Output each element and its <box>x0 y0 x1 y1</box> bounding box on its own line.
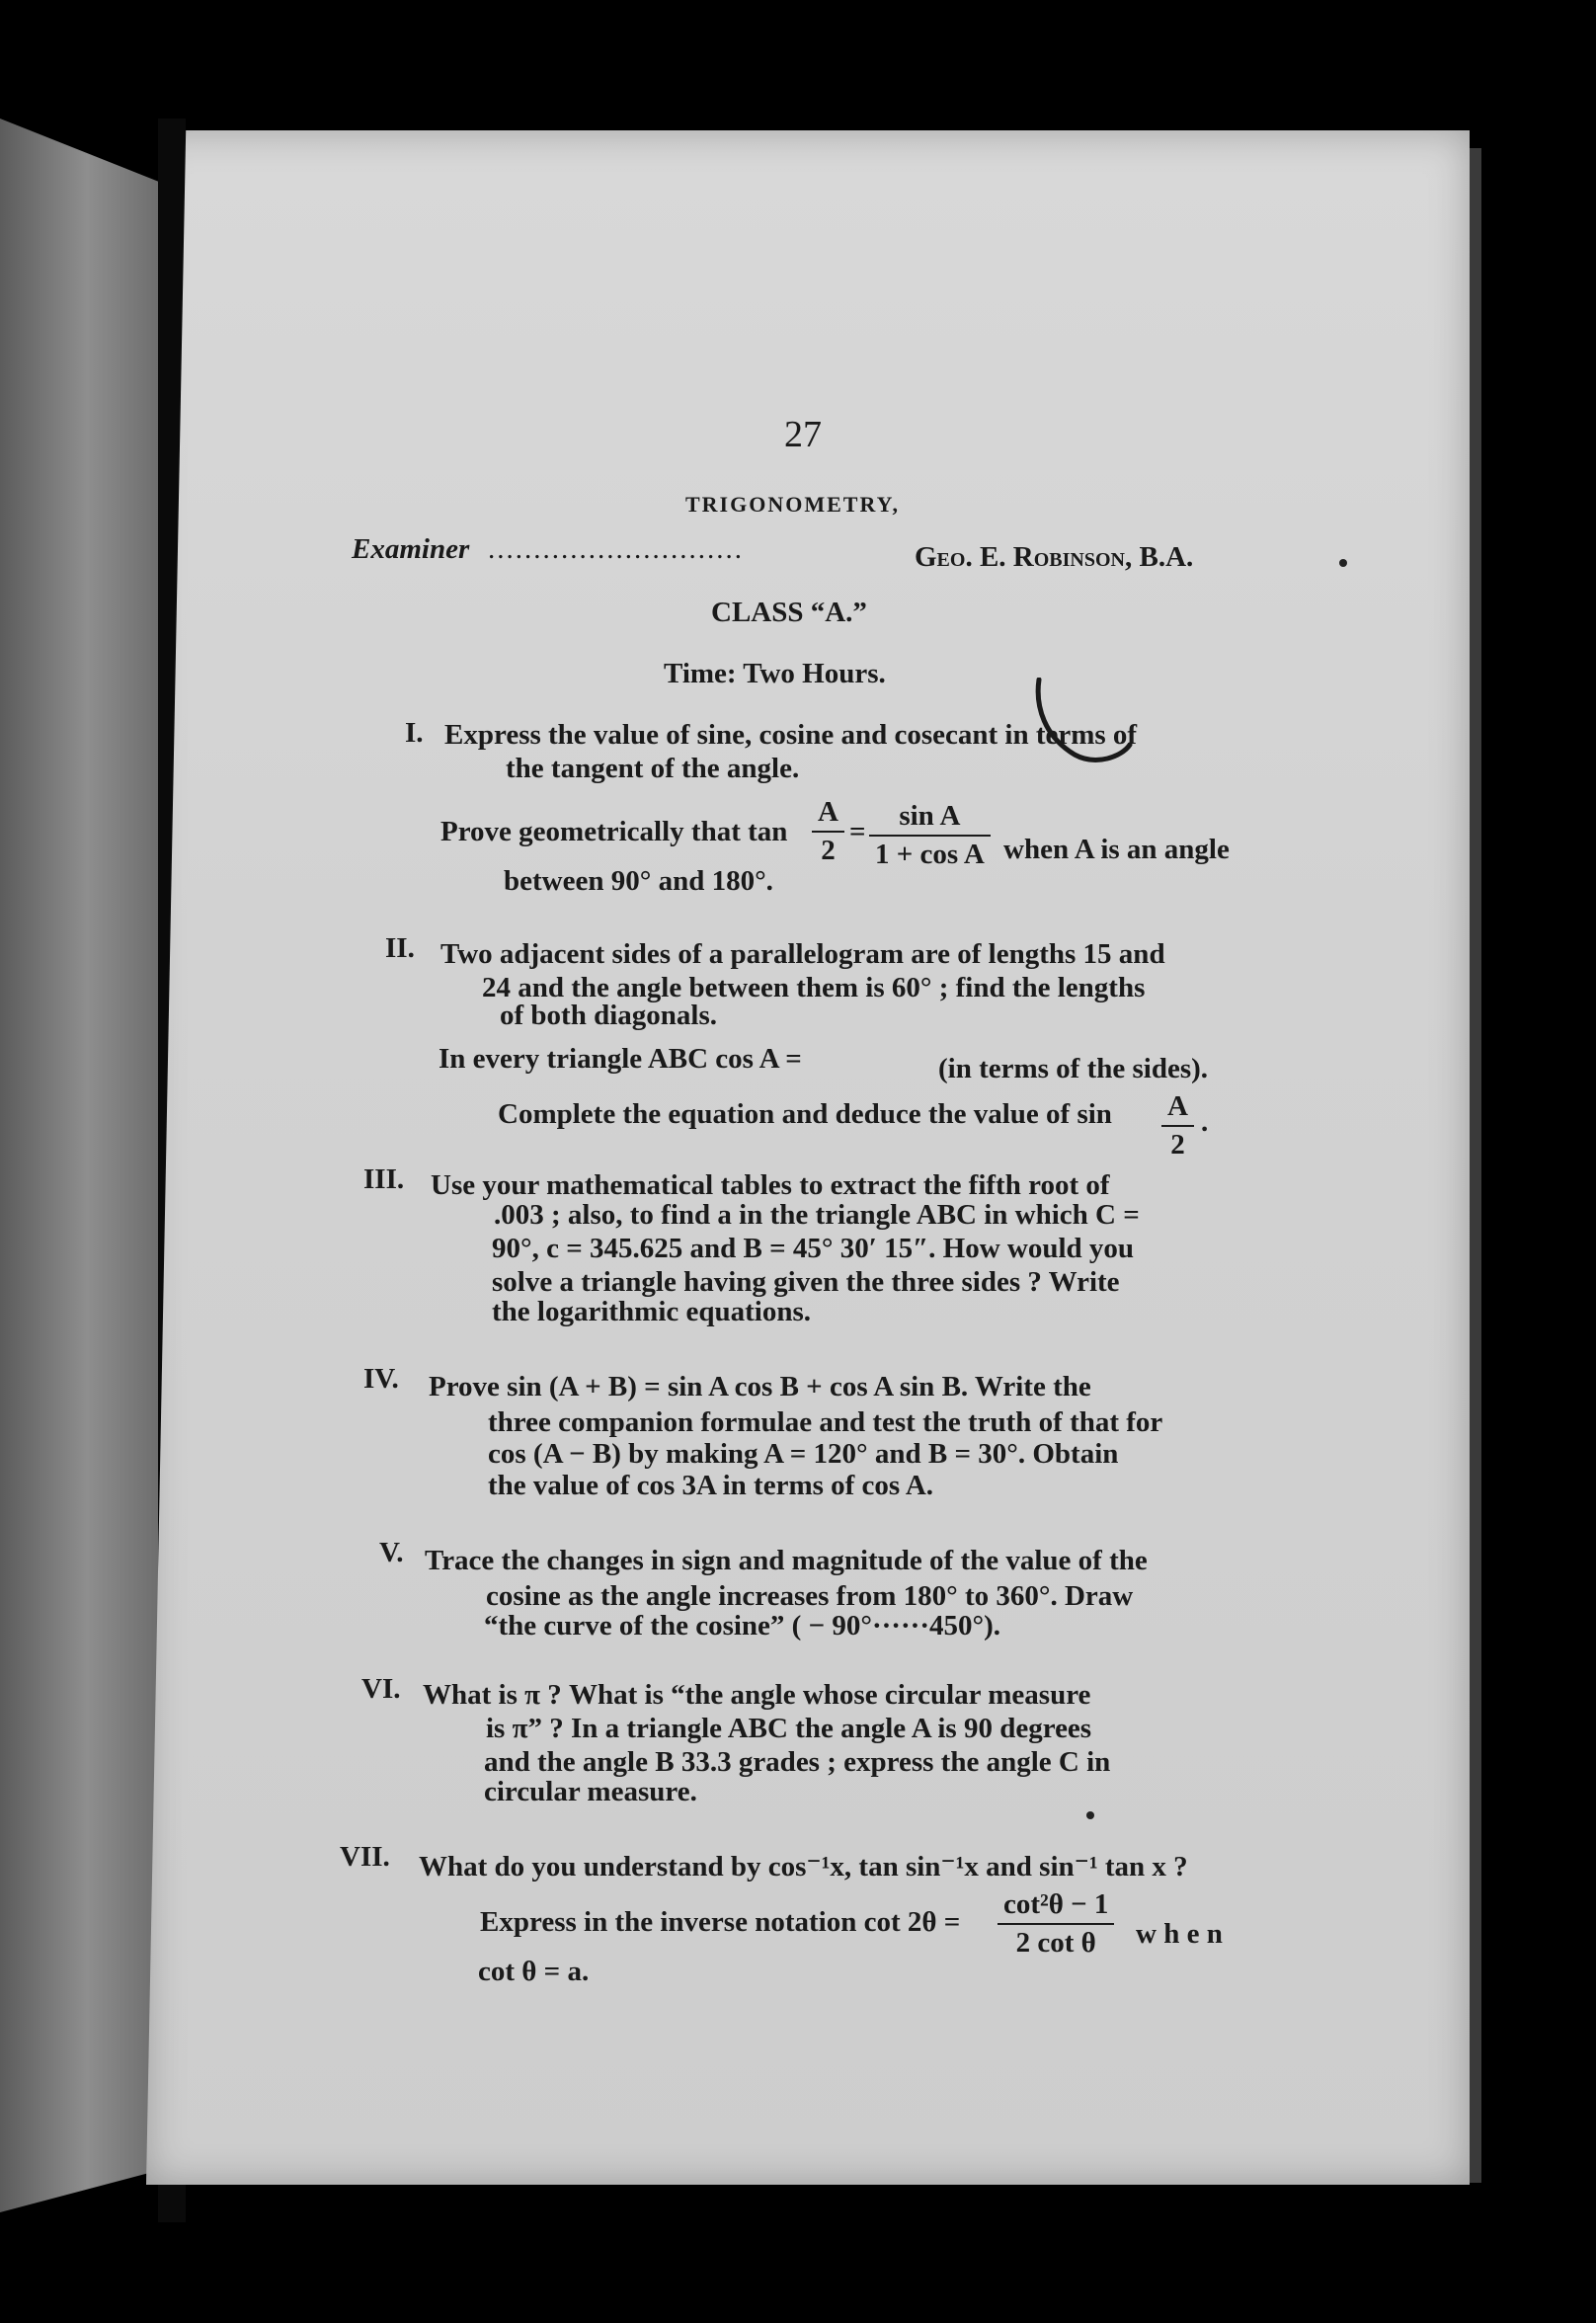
q1-fraction-a-over-2 <box>812 798 844 865</box>
q5-number: V. <box>379 1537 404 1568</box>
q3-line5: the logarithmic equations. <box>492 1296 812 1327</box>
q1-line1: Express the value of sine, cosine and cosecant in terms of <box>444 719 1138 751</box>
q6-number: VI. <box>361 1673 401 1705</box>
examiner-name: Geo. E. Robinson, B.A. <box>915 541 1194 573</box>
q3-line4: solve a triangle having given the three sides ? Write <box>492 1266 1120 1298</box>
q6-line2: is π” ? In a triangle ABC the angle A is 90 degrees <box>486 1713 1092 1744</box>
q7-fraction-cot <box>998 1890 1114 1958</box>
q7-line2-end: w h e n <box>1136 1918 1223 1950</box>
fraction-numerator: sin A <box>899 800 961 832</box>
facing-page-edge <box>0 119 158 2212</box>
q5-line2: cosine as the angle increases from 180° to 360°. Draw <box>486 1580 1134 1612</box>
subject-heading: TRIGONOMETRY, <box>685 492 900 517</box>
q5-line1: Trace the changes in sign and magnitude of the value of the <box>425 1545 1148 1576</box>
page-right-edge <box>1470 148 1481 2183</box>
fraction-numerator: cot²θ − 1 <box>1003 1888 1109 1920</box>
q6-line1: What is π ? What is “the angle whose circular measure <box>423 1679 1091 1711</box>
scan-speck <box>1339 559 1347 567</box>
q3-number: III. <box>363 1163 405 1195</box>
fraction-denominator: 2 <box>1170 1129 1185 1161</box>
q1-fraction-sin-over-cos <box>869 802 991 869</box>
fraction-numerator: A <box>1167 1090 1188 1122</box>
q7-line1: What do you understand by cos⁻¹x, tan sin⁻¹x and sin⁻¹ tan x ? <box>419 1851 1188 1882</box>
q2-number: II. <box>385 932 415 964</box>
q3-line3: 90°, c = 345.625 and B = 45° 30′ 15″. How would you <box>492 1233 1135 1264</box>
q1-line2: the tangent of the angle. <box>506 753 800 784</box>
examiner-label: Examiner <box>352 533 470 565</box>
scan-speck <box>1086 1811 1094 1819</box>
q1-number: I. <box>405 717 424 749</box>
q1-equals: = <box>849 816 866 847</box>
q4-line3: cos (A − B) by making A = 120° and B = 30°. Obtain <box>488 1438 1119 1470</box>
fraction-denominator: 2 cot θ <box>1015 1927 1096 1959</box>
pen-mark <box>1027 678 1136 776</box>
q2-line1: Two adjacent sides of a parallelogram are of lengths 15 and <box>440 938 1165 970</box>
q5-line3: “the curve of the cosine” ( − 90°······450°). <box>484 1610 1000 1642</box>
q1-prove-text: Prove geometrically that tan <box>440 816 788 847</box>
q2-line5: Complete the equation and deduce the value of sin <box>498 1098 1112 1130</box>
page-number: 27 <box>784 414 822 455</box>
fraction-denominator: 2 <box>821 835 836 866</box>
q2-line3: of both diagonals. <box>500 1000 717 1031</box>
q4-line2: three companion formulae and test the truth of that for <box>488 1406 1163 1438</box>
q6-line4: circular measure. <box>484 1776 697 1807</box>
time-allowed: Time: Two Hours. <box>664 658 886 689</box>
q1-line4: between 90° and 180°. <box>504 865 773 897</box>
q2-fraction-a-over-2 <box>1161 1092 1194 1160</box>
fraction-numerator: A <box>818 796 838 828</box>
class-heading: CLASS “A.” <box>711 597 867 628</box>
q2-line5-end: . <box>1201 1106 1209 1138</box>
fraction-denominator: 1 + cos A <box>875 839 985 870</box>
q2-line4-start: In every triangle ABC cos A = <box>439 1043 802 1075</box>
q3-line2: .003 ; also, to find a in the triangle ABC in which C = <box>494 1199 1140 1231</box>
q4-line1: Prove sin (A + B) = sin A cos B + cos A sin B. Write the <box>429 1371 1091 1402</box>
q4-line4: the value of cos 3A in terms of cos A. <box>488 1470 934 1501</box>
examiner-dots: ............................ <box>488 533 744 565</box>
q7-line2: Express in the inverse notation cot 2θ = <box>480 1906 961 1938</box>
q1-prove-condition: when A is an angle <box>1003 834 1230 865</box>
q4-number: IV. <box>363 1363 399 1395</box>
q6-line3: and the angle B 33.3 grades ; express the angle C in <box>484 1746 1111 1778</box>
q7-number: VII. <box>340 1841 390 1873</box>
q2-line4-end: (in terms of the sides). <box>938 1053 1209 1084</box>
q7-line3: cot θ = a. <box>478 1956 590 1987</box>
q2-line2: 24 and the angle between them is 60° ; find the lengths <box>482 972 1146 1003</box>
q3-line1: Use your mathematical tables to extract the fifth root of <box>431 1169 1110 1201</box>
